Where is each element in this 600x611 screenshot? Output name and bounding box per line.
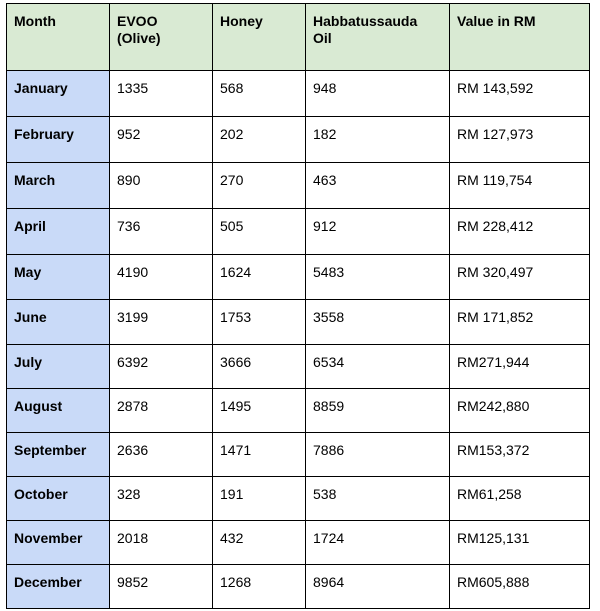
header-month: Month (7, 4, 110, 71)
cell-evoo: 6392 (110, 345, 213, 389)
table-row (7, 521, 590, 565)
cell-evoo: 952 (110, 117, 213, 163)
cell-honey: 270 (213, 163, 306, 209)
cell-evoo: 2018 (110, 521, 213, 565)
table-row (7, 209, 590, 255)
monthly-sales-table (6, 3, 590, 609)
cell-habbatussauda: 8964 (306, 565, 450, 609)
cell-month: August (7, 389, 110, 433)
cell-month: June (7, 300, 110, 345)
cell-value: RM242,880 (450, 389, 590, 433)
header-evoo (110, 4, 213, 71)
table-row (7, 389, 590, 433)
table-row (7, 117, 590, 163)
cell-value: RM 320,497 (450, 255, 590, 300)
header-habbatussauda-label: Habbatussauda Oil (313, 13, 418, 46)
cell-honey: 432 (213, 521, 306, 565)
cell-honey: 3666 (213, 345, 306, 389)
header-honey: Honey (213, 4, 306, 71)
cell-value: RM125,131 (450, 521, 590, 565)
cell-month: March (7, 163, 110, 209)
cell-month: January (7, 71, 110, 117)
cell-value: RM 171,852 (450, 300, 590, 345)
cell-month: February (7, 117, 110, 163)
table-row (7, 163, 590, 209)
cell-honey: 1471 (213, 433, 306, 477)
cell-honey: 1624 (213, 255, 306, 300)
header-evoo-label: EVOO (Olive) (117, 13, 161, 46)
cell-habbatussauda: 6534 (306, 345, 450, 389)
cell-value: RM605,888 (450, 565, 590, 609)
cell-month: May (7, 255, 110, 300)
cell-evoo: 1335 (110, 71, 213, 117)
table-row (7, 300, 590, 345)
cell-honey: 1495 (213, 389, 306, 433)
table-row (7, 71, 590, 117)
table-row (7, 477, 590, 521)
cell-honey: 191 (213, 477, 306, 521)
cell-honey: 568 (213, 71, 306, 117)
cell-value: RM 127,973 (450, 117, 590, 163)
cell-habbatussauda: 538 (306, 477, 450, 521)
cell-habbatussauda: 182 (306, 117, 450, 163)
table-header-row (7, 4, 590, 71)
cell-month: December (7, 565, 110, 609)
table-row (7, 255, 590, 300)
cell-honey: 1268 (213, 565, 306, 609)
cell-habbatussauda: 7886 (306, 433, 450, 477)
table-body (7, 71, 590, 609)
table-row (7, 345, 590, 389)
cell-evoo: 3199 (110, 300, 213, 345)
cell-month: October (7, 477, 110, 521)
cell-month: November (7, 521, 110, 565)
cell-habbatussauda: 8859 (306, 389, 450, 433)
cell-habbatussauda: 948 (306, 71, 450, 117)
cell-month: April (7, 209, 110, 255)
table-row (7, 433, 590, 477)
header-habbatussauda (306, 4, 450, 71)
cell-value: RM 228,412 (450, 209, 590, 255)
cell-month: July (7, 345, 110, 389)
cell-evoo: 328 (110, 477, 213, 521)
cell-evoo: 4190 (110, 255, 213, 300)
cell-evoo: 9852 (110, 565, 213, 609)
cell-habbatussauda: 463 (306, 163, 450, 209)
cell-habbatussauda: 3558 (306, 300, 450, 345)
cell-value: RM 119,754 (450, 163, 590, 209)
cell-honey: 505 (213, 209, 306, 255)
cell-value: RM61,258 (450, 477, 590, 521)
sales-table-container (6, 3, 589, 609)
cell-value: RM271,944 (450, 345, 590, 389)
cell-evoo: 2878 (110, 389, 213, 433)
header-value: Value in RM (450, 4, 590, 71)
cell-habbatussauda: 5483 (306, 255, 450, 300)
cell-evoo: 736 (110, 209, 213, 255)
cell-month: September (7, 433, 110, 477)
table-row (7, 565, 590, 609)
cell-evoo: 890 (110, 163, 213, 209)
cell-evoo: 2636 (110, 433, 213, 477)
cell-habbatussauda: 1724 (306, 521, 450, 565)
cell-honey: 202 (213, 117, 306, 163)
cell-value: RM 143,592 (450, 71, 590, 117)
cell-honey: 1753 (213, 300, 306, 345)
cell-habbatussauda: 912 (306, 209, 450, 255)
cell-value: RM153,372 (450, 433, 590, 477)
